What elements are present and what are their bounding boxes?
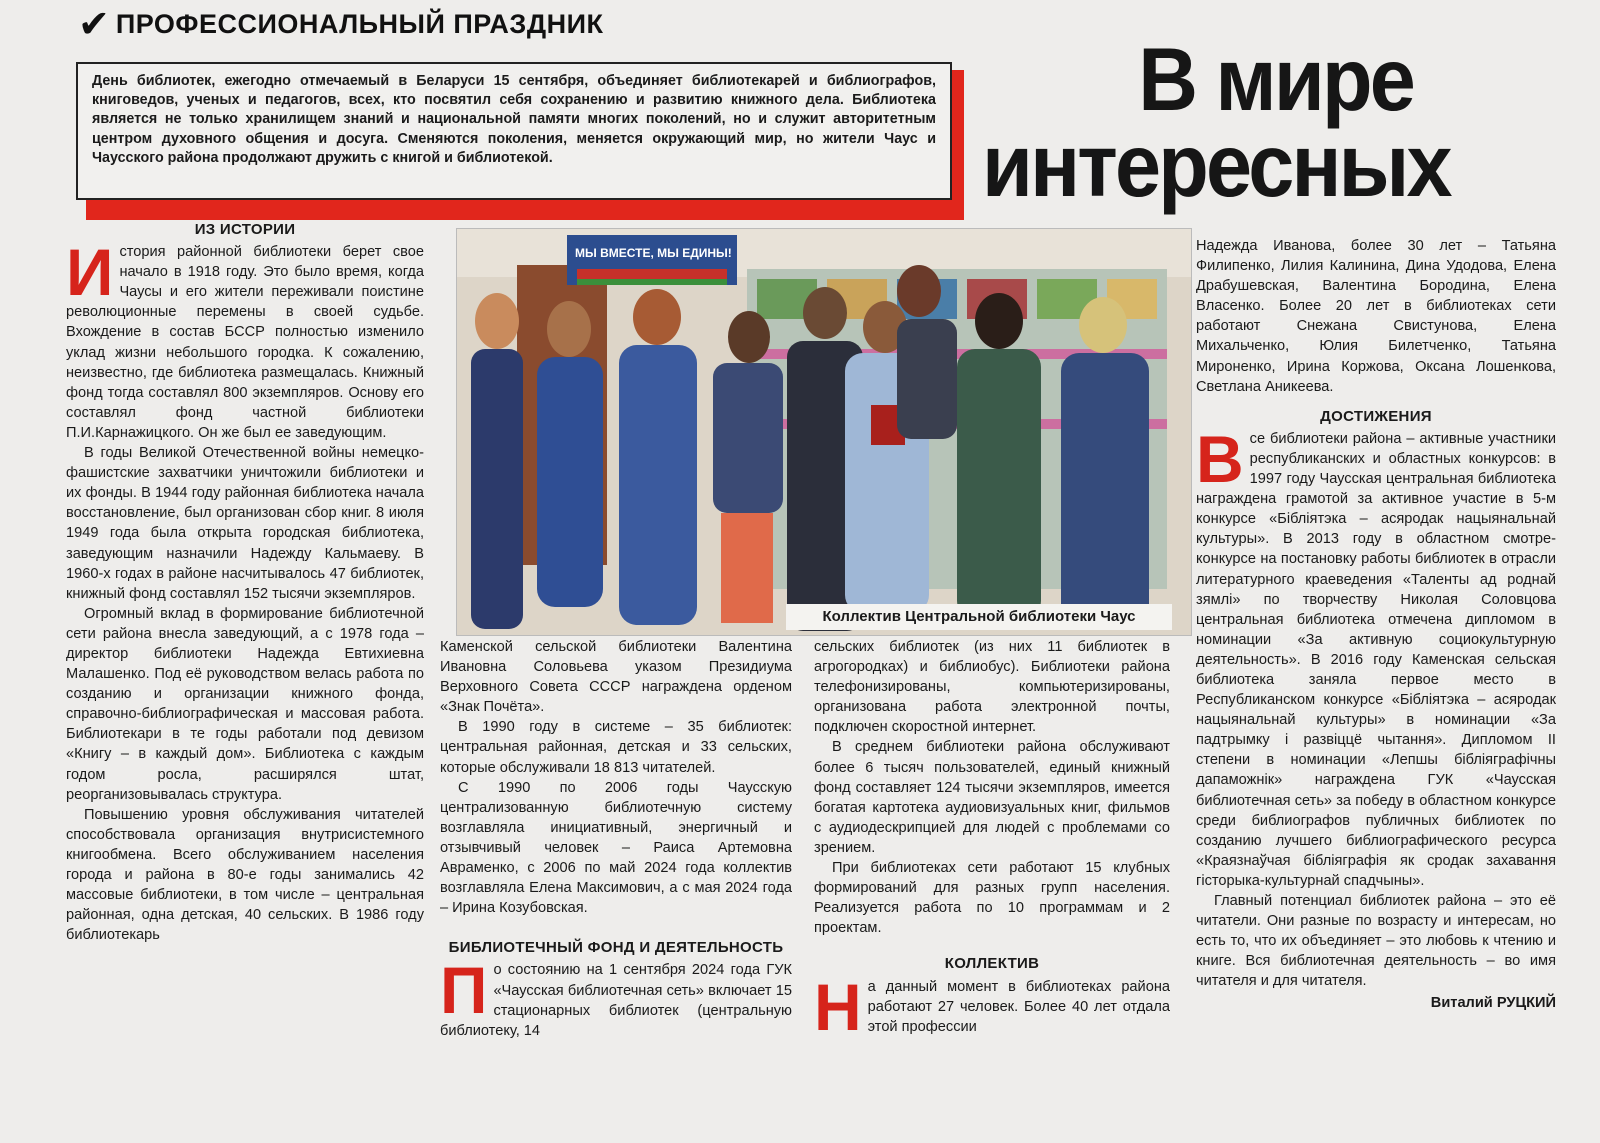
paragraph: сельских библиотек (из них 11 библиотек в агрогородках) и библиобус). Библиотеки района телефонизированы, компьютеризированы, организована работа электронной почты, подключен скоростной интернет. (814, 639, 1170, 736)
paragraph: Огромный вклад в формирование библиотечной сети района внесла заведующий, а с 1978 года – директор библиотеки Надежда Евтихиевна Малашенко. Под её руководством велась работа по созданию и организации книжного фонда, справочно-библиографическая и массовая работа. Библиотекари в те годы работали под девизом «Книгу – в каждый дом». Библиотека с каждым годом росла, расширялся штат, реорганизовывалась структура. (66, 605, 424, 803)
drop-cap: И (66, 235, 114, 310)
headline-line-1: В мире (1138, 29, 1413, 129)
rubric (78, 4, 603, 44)
paragraph-text: о состоянию на 1 сентября 2024 года ГУК «Чаусская библиотечная сеть» включает 15 стационарных библиотек (центральную библиотеку, 14 (440, 962, 792, 1039)
paragraph (814, 969, 1170, 1044)
paragraph: В 1990 году в системе – 35 библиотек: центральная районная, детская и 33 сельских, которые обслуживали 18 813 читателей. (440, 719, 792, 776)
paragraph: В годы Великой Отечественной войны немецко-фашистские захватчики уничтожили библиотеки и их фонды. В 1944 году районная библиотека начала восстановление, был организован сбор книг. 8 июля 1949 года была открыта городская библиотека, заведующим назначили Надежду Кальмаеву. В 1960-х годах в районе насчитывалось 47 библиотек, книжный фонд составлял 152 тысячи экземпляров. (66, 445, 424, 602)
column-2 (440, 637, 792, 1041)
section-heading-history: ИЗ ИСТОРИИ (194, 221, 296, 238)
paragraph: В среднем библиотеки района обслуживают более 6 тысяч пользователей, единый книжный фонд составляет 124 тысячи экземпляров, имеется богатая картотека аудиовизуальных книг, фильмов с аудиодескрипцией для людей с проблемами со зрением. (814, 739, 1170, 856)
drop-cap: П (440, 953, 488, 1028)
paragraph (66, 235, 424, 443)
column-4 (1196, 236, 1556, 1014)
drop-cap: В (1196, 421, 1244, 496)
paragraph: Повышению уровня обслуживания читателей способствовала организация внутрисистемного книгообмена. Всего обслуживанием населения города и района в 80-е годы занимались 42 массовые библиотеки, в том числе – центральная районная, одна детская, 40 сельских. В 1986 году библиотекарь (66, 806, 424, 944)
paragraph: Каменской сельской библиотеки Валентина Ивановна Соловьева указом Президиума Верховного Совета СССР награждена орденом «Знак Почёта». (440, 639, 792, 716)
paragraph: При библиотеках сети работают 15 клубных формирований для разных групп населения. Реализуется работа по 10 программам и 2 проектам. (814, 860, 1170, 937)
paragraph: Главный потенциал библиотек района – это её читатели. Они разные по возрасту и интересам, но есть то, что их объединяет – это любовь к чтению и книге. Вся библиотечная деятельность – во имя читателя и для читателя. (1196, 893, 1556, 990)
checkmark-icon: ✔ (78, 2, 110, 46)
column-3 (814, 637, 1170, 1044)
paragraph-text: а данный момент в библиотеках района работают 27 человек. Более 40 лет отдала этой профессии (867, 978, 1170, 1035)
photo-caption: Коллектив Центральной библиотеки Чаус (786, 604, 1172, 630)
paragraph: Надежда Иванова, более 30 лет – Татьяна Филипенко, Лилия Калинина, Дина Удодова, Елена Драбушевская, Валентина Бородина, Елена Власенко. Более 20 лет в библиотеках сети работают Снежана Свистунова, Елена Михальченко, Юлия Билетченко, Татьяна Мироненко, Ирина Коржова, Оксана Лошенкова, Светлана Аникеева. (1196, 238, 1556, 395)
banner-text: МЫ ВМЕСТЕ, МЫ ЕДИНЫ! (575, 246, 732, 260)
column-1 (66, 220, 424, 945)
lead-paragraph: День библиотек, ежегодно отмечаемый в Беларуси 15 сентября, объединяет библиотекарей и библиографов, книговедов, ученых и педагогов, всех, кто посвятил себя сохранению и развитию книжного дела. Библиотека является не только хранилищем знаний и национальной памяти многих поколений, но и служит авторитетным центром духовного общения и досуга. Сменяются поколения, меняется окружающий мир, но жители Чаус и Чаусского района продолжают дружить с книгой и библиотекой. (76, 62, 952, 200)
headline-line-2: интересных (982, 115, 1450, 215)
paragraph-text: се библиотеки района – активные участники республиканских и областных конкурсов: в 1997 году Чаусская центральная библиотека награждена грамотой за активное участие в 5-м конкурсе «Бібліятэка – асяродак нацыянальнай культуры». В 2013 году в областном смотре-конкурсе на постановку работы библиотек в отрасли литературного краеведения «Таленты ад роднай зямлі» по творчеству Николая Соловцова центральная библиотека отмечена дипломом в номинации «За активную социокультурную деятельность». В 2016 году Каменская сельская библиотека заняла первое место в Республиканском конкурсе «Бібліятэка – асяродак нацыянальнай культуры» в номинации «За падтрымку і развіццё чытання». Дипломом II степени в номинации «Лепшы бібліяграфічны дапаможнік» награждена ГУК «Чаусская библиотечная сеть» за победу в областном конкурсе среди библиографов публичных библиотек по созданию лучшего библиографического ресурса «Краязнаўчая бібліяграфія як сродак захавання гісторыка-культурнай спадчыны». (1196, 430, 1556, 889)
drop-cap: Н (814, 969, 862, 1044)
photo-illustration (457, 229, 1191, 635)
section-heading-achievements: ДОСТИЖЕНИЯ (1320, 407, 1432, 425)
paragraph: С 1990 по 2006 годы Чаусскую централизованную библиотечную систему возглавляла инициативный, энергичный и отзывчивый человек – Раиса Артемовна Авраменко, с 2006 по май 2024 года коллектив возглавляла Елена Максимович, а с мая 2024 года – Ирина Козубовская. (440, 779, 792, 917)
author-signature: Виталий РУЦКИЙ (1430, 995, 1556, 1012)
group-photo (456, 228, 1192, 636)
paragraph (440, 953, 792, 1040)
section-heading-team: КОЛЛЕКТИВ (944, 955, 1040, 973)
rubric-title: ПРОФЕССИОНАЛЬНЫЙ ПРАЗДНИК (115, 8, 604, 39)
section-heading-fund: БИБЛИОТЕЧНЫЙ ФОНД И ДЕЯТЕЛЬНОСТЬ (448, 939, 784, 957)
paragraph (1196, 421, 1556, 891)
paragraph-text: стория районной библиотеки берет свое начало в 1918 году. Это было время, когда Чаусы и его жители переживали поистине революционные перемены в своей судьбе. Вхождение в состав БССР полностью изменило уклад жизни небольшого городка. К сожалению, неизвестно, где библиотека размещалась. Книжный фонд тогда составлял 800 экземпляров. Основу его составлял фонд частной библиотеки П.И.Карнажицкого. Он же был ее заведующим. (66, 244, 424, 441)
